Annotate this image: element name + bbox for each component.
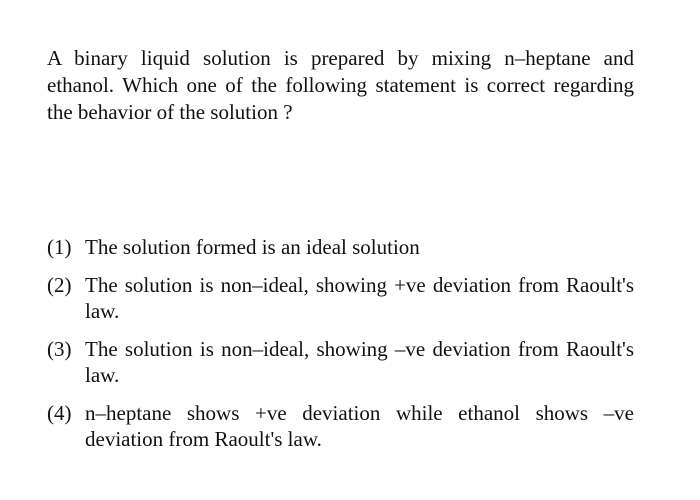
option-3[interactable]	[47, 336, 634, 388]
option-text: n–heptane shows +ve deviation while ethanol shows –ve deviation from Raoult's law.	[85, 401, 634, 451]
option-1[interactable]	[47, 234, 634, 260]
question-text: A binary liquid solution is prepared by mixing n–heptane and ethanol. Which one of the following statement is correct regarding the behavior of the solution ?	[47, 46, 634, 124]
option-text: The solution formed is an ideal solution	[85, 235, 420, 259]
option-number: (3)	[47, 337, 72, 361]
option-4[interactable]	[47, 400, 634, 452]
option-number: (1)	[47, 235, 72, 259]
answer-options	[47, 234, 634, 452]
option-number: (4)	[47, 401, 72, 425]
option-text: The solution is non–ideal, showing +ve deviation from Raoult's law.	[85, 273, 634, 323]
option-text: The solution is non–ideal, showing –ve deviation from Raoult's law.	[85, 337, 634, 387]
option-2[interactable]	[47, 272, 634, 324]
option-number: (2)	[47, 273, 72, 297]
